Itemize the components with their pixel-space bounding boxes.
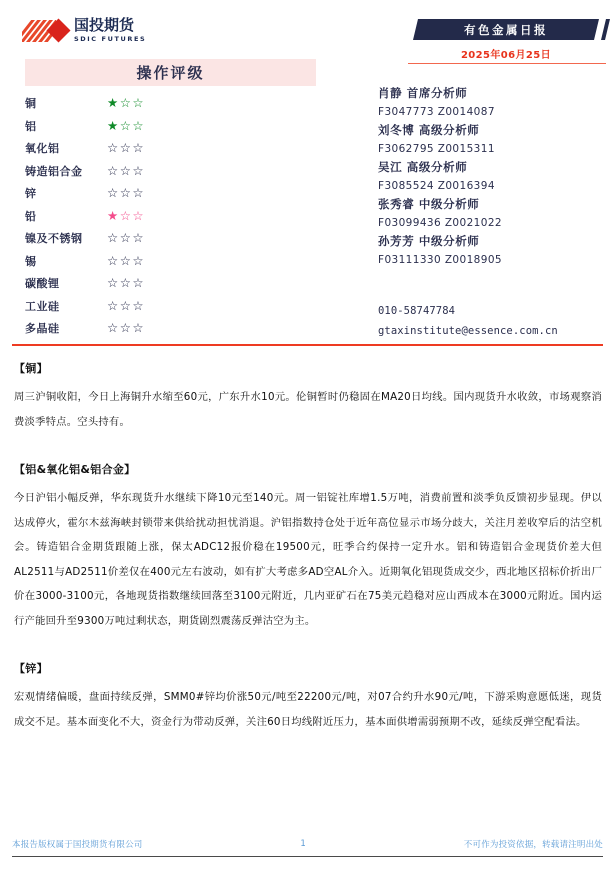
analyst-name: 肖静 首席分析师 [378,86,468,100]
rating-row [25,205,325,228]
rating-row [25,137,325,160]
section-paragraph: 今日沪铝小幅反弹，华东现货升水继续下降10元至140元。周一铝锭社库增1.5万吨，消费前置和淡季负反馈初步显现。伊以达成停火，霍尔木兹海峡封锁带来供给扰动担忧消退。沪铝指数持仓处于近年高位显示市场分歧大，关注月差收窄后的沽空机会。铸造铝合金期货跟随上涨，保太ADC12报价稳在19500元，旺季合约保持一定升水。铝和铸造铝合金现货价差大但AL2511与AD2511价差仅在400元左右波动，如有扩大考虑多AD空AL介入。近期氧化铝现货成交少，西北地区招标价折出厂价在3000-3100元，各地现货指数继续回落至3100元附近，几内亚矿石在75美元趋稳对应山西成本在3000元附近。国内运行产能回升至9300万吨过剩状态，期货剧烈震荡反弹沽空为主。 [14,492,602,627]
contact-email: gtaxinstitute@essence.com.cn [378,325,558,337]
section-paragraph: 周三沪铜收阳，今日上海铜升水缩至60元，广东升水10元。伦铜暂时仍稳固在MA20日均线。国内现货升水收敛，市场观察消费淡季特点。空头持有。 [14,391,602,428]
section-heading: 【锌】 [14,662,48,675]
rating-list [25,92,325,340]
footer-disclaimer: 不可作为投资依据，转载请注明出处 [463,840,603,850]
analyst-name: 张秀睿 中级分析师 [378,197,480,211]
rating-row [25,115,325,138]
rating-metal-name: 碳酸锂 [25,277,60,291]
rating-metal-name: 铝 [25,119,37,133]
date-underline [408,63,606,64]
rating-panel-title [25,59,316,86]
section-paragraph: 宏观情绪偏暖，盘面持续反弹，SMM0#锌均价涨50元/吨至22200元/吨，对07合约升水90元/吨，下游采购意愿低迷，现货成交不足。基本面变化不大，资金行为带动反弹，关注60日均线附近压力，基本面供增需弱预期不改，延续反弹空配看法。 [14,691,602,728]
analyst-certificate-code: F03111330 Z0018905 [378,254,502,266]
analyst-certificate-code: F3062795 Z0015311 [378,143,495,155]
analyst-certificate-code: F3047773 Z0014087 [378,106,495,118]
rating-stars: ★☆☆ [107,207,146,223]
rating-metal-name: 多晶硅 [25,322,60,336]
rating-stars: ☆☆☆ [107,140,146,155]
contact-block [378,301,613,341]
report-body [14,360,602,761]
rating-stars: ★☆☆ [107,117,146,133]
report-section [14,461,602,633]
header-divider [12,344,603,346]
footer-page-number: 1 [300,839,306,849]
rating-stars: ☆☆☆ [107,275,146,290]
rating-metal-name: 镍及不锈钢 [25,232,83,246]
analyst-name: 吴江 高级分析师 [378,160,468,174]
analyst-certificate-code: F3085524 Z0016394 [378,180,495,192]
rating-metal-name: 铸造铝合金 [25,164,83,178]
rating-row [25,227,325,250]
banner-title: 有色金属日报 [464,22,548,37]
rating-row [25,182,325,205]
banner-tail-shape [601,19,610,40]
analyst-list [378,84,608,269]
logo-text-cn: 国投期货 [74,16,135,34]
rating-metal-name: 铅 [25,209,37,223]
rating-row [25,160,325,183]
report-section [14,360,602,434]
rating-stars: ☆☆☆ [107,320,146,335]
rating-metal-name: 铜 [25,97,37,111]
section-heading: 【铜】 [14,362,48,375]
rating-panel-title-label: 操作评级 [136,64,205,82]
company-logo [22,16,182,48]
rating-stars: ☆☆☆ [107,252,146,268]
analyst-name: 刘冬博 高级分析师 [378,123,480,137]
rating-row [25,250,325,273]
rating-stars: ☆☆☆ [107,297,146,313]
rating-metal-name: 锡 [25,254,37,268]
footer-divider [12,856,603,857]
logo-text-en: SDIC FUTURES [74,35,147,43]
section-heading: 【铝&氧化铝&铝合金】 [14,463,136,476]
rating-stars: ☆☆☆ [107,185,146,200]
footer-copyright: 本报告版权属于国投期货有限公司 [12,840,143,850]
rating-stars: ★☆☆ [107,95,146,110]
analyst-name: 孙芳芳 中级分析师 [378,234,480,248]
rating-row [25,92,325,115]
rating-metal-name: 工业硅 [25,299,60,313]
page-footer [12,838,603,850]
report-section [14,660,602,734]
contact-phone: 010-58747784 [378,305,456,317]
rating-metal-name: 锌 [25,187,37,201]
rating-row [25,317,325,340]
rating-metal-name: 氧化铝 [25,142,60,156]
analyst-certificate-code: F03099436 Z0021022 [378,217,502,229]
rating-stars: ☆☆☆ [107,162,146,178]
rating-row [25,272,325,295]
rating-stars: ☆☆☆ [107,230,146,245]
rating-row [25,295,325,318]
report-type-banner [413,19,599,40]
report-date: 2025年06月25日 [460,50,552,61]
report-header [0,0,615,350]
